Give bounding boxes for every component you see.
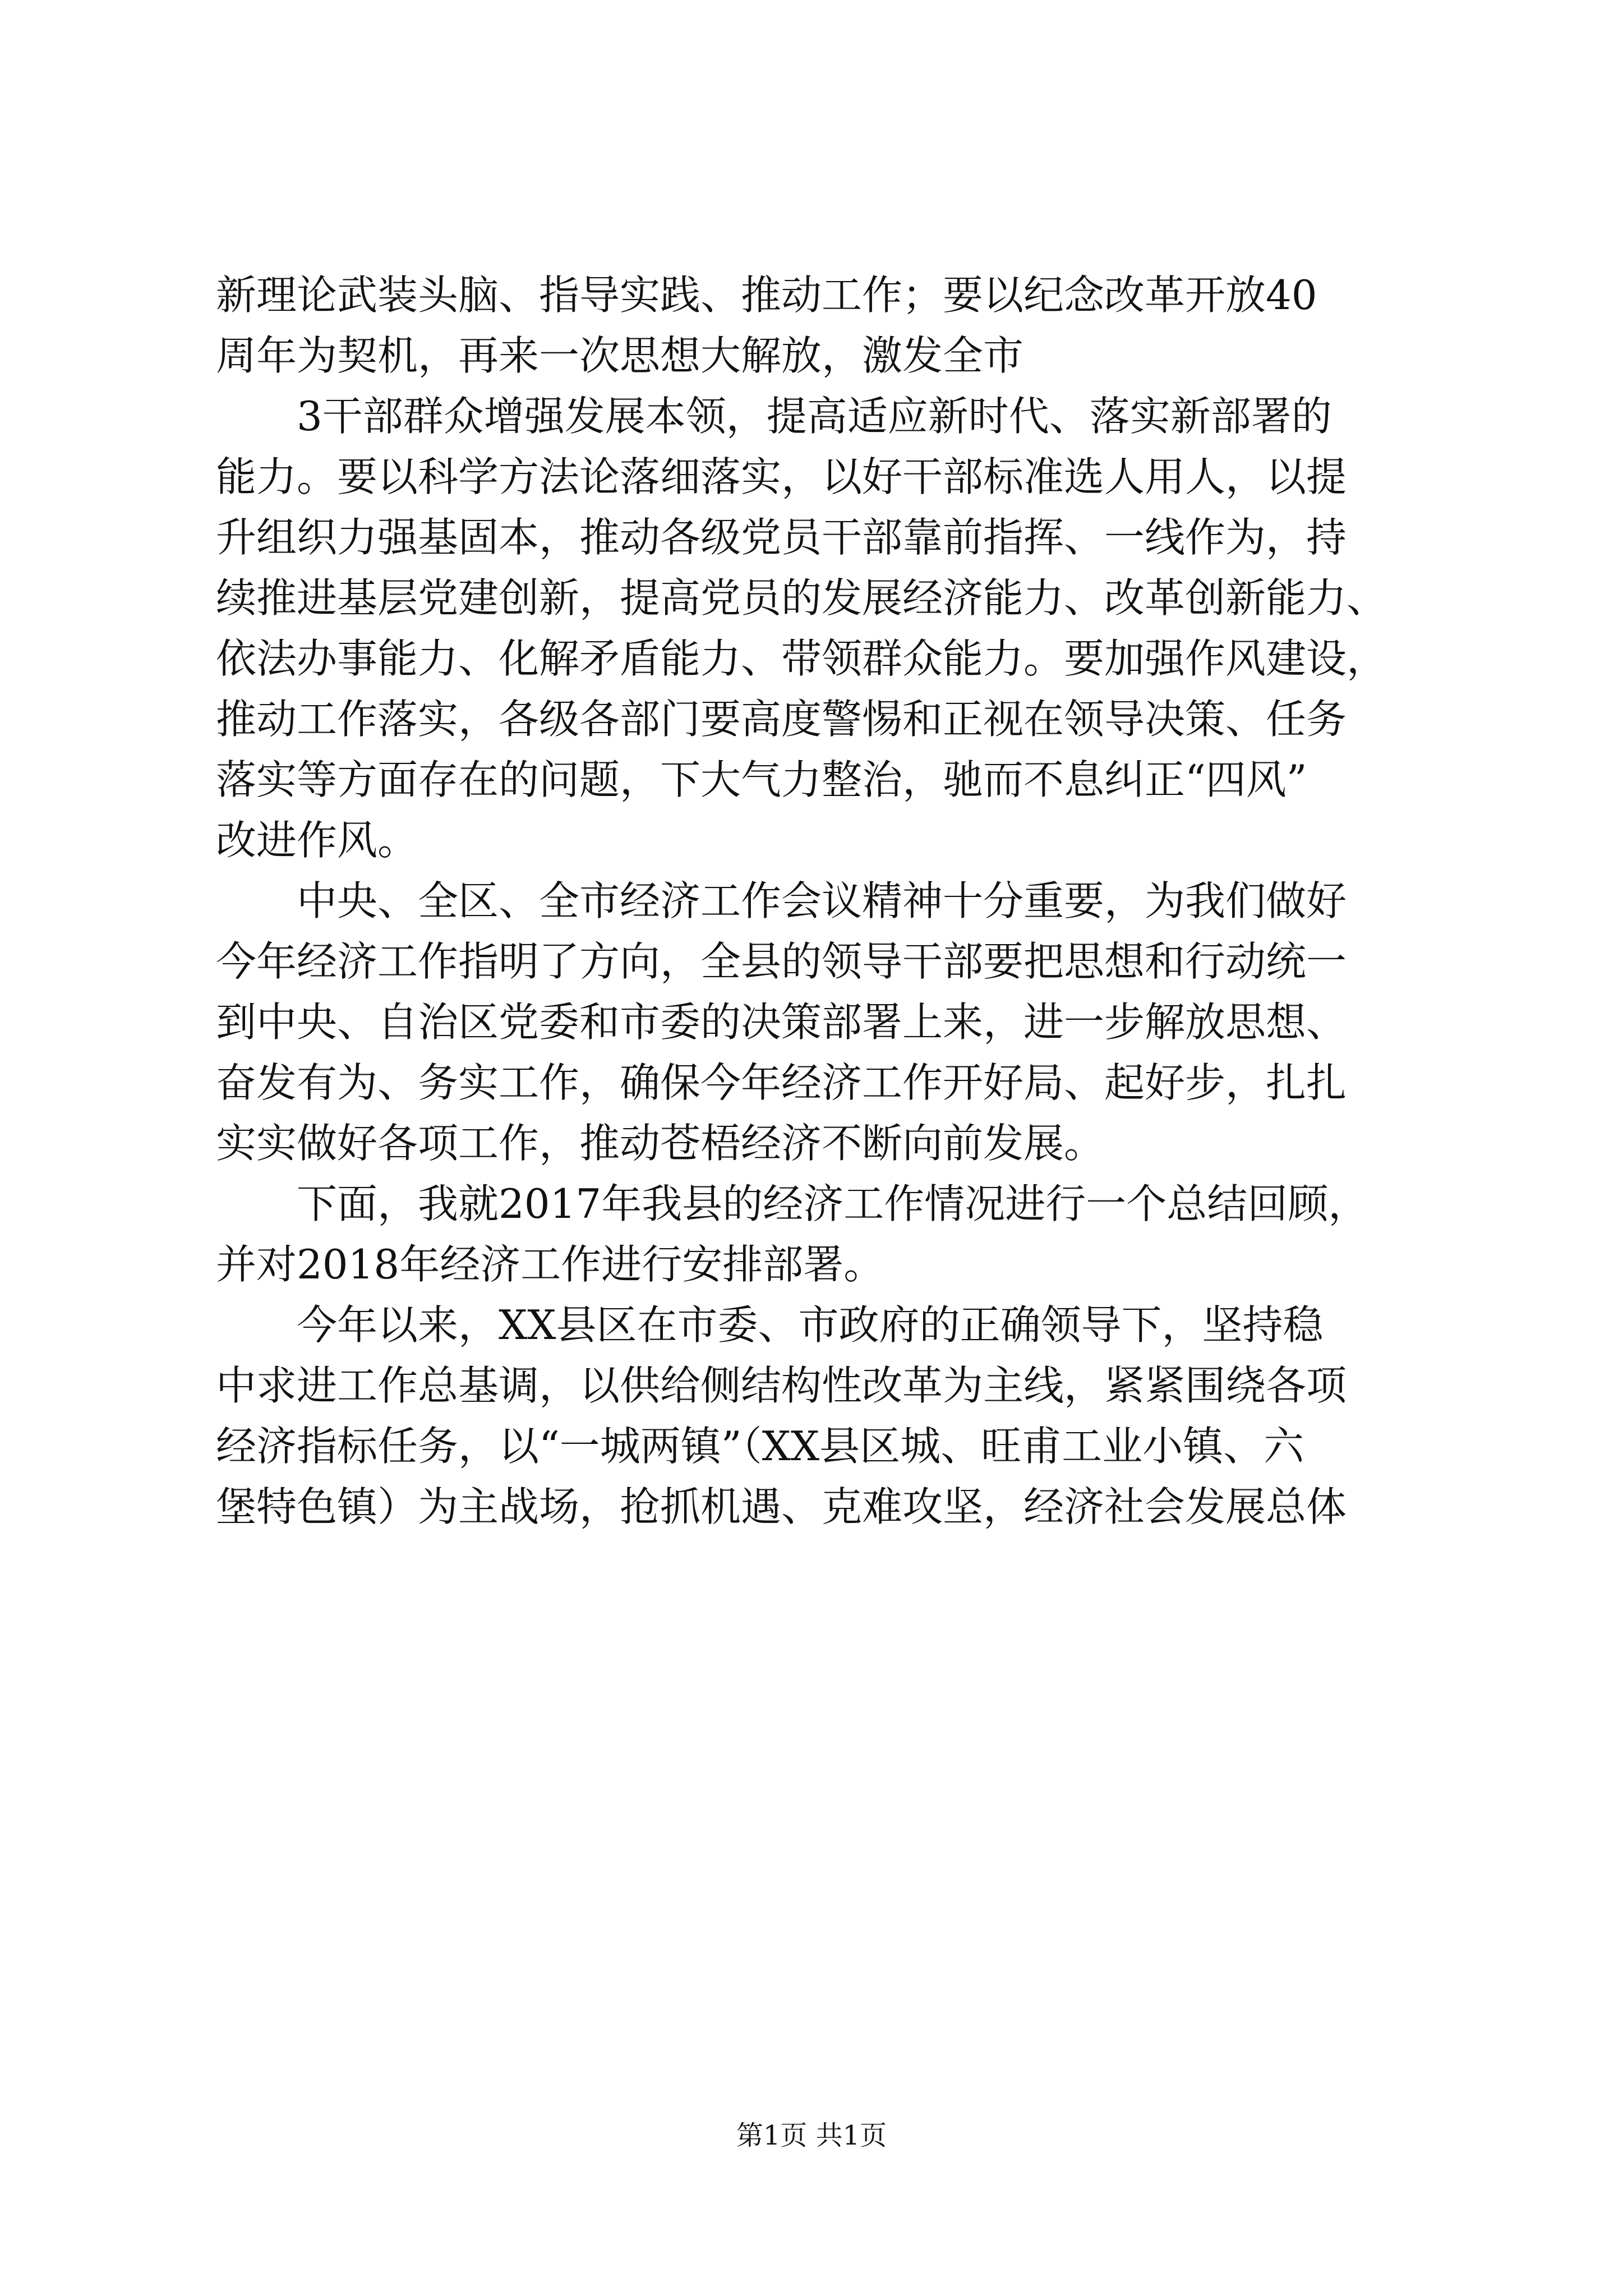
paragraph-5 [216,1295,1427,1537]
paragraph-3 [216,871,1427,1174]
text-line: 新理论武装头脑、指导实践、推动工作；要以纪念改革开放40 [216,272,1317,319]
text-line: 奋发有为、务实工作，确保今年经济工作开好局、起好步，扎扎 [216,1059,1347,1106]
paragraph-4 [216,1174,1427,1295]
document-body [216,265,1427,1537]
text-line: 推动工作落实，各级各部门要高度警惕和正视在领导决策、任务 [216,696,1347,743]
text-line: 下面，我就2017年我县的经济工作情况进行一个总结回顾， [297,1180,1369,1227]
text-line: 今年以来，XX县区在市委、市政府的正确领导下，坚持稳 [297,1301,1324,1349]
text-line: 续推进基层党建创新，提高党员的发展经济能力、改革创新能力、 [216,574,1387,622]
text-line: 中求进工作总基调，以供给侧结构性改革为主线，紧紧围绕各项 [216,1362,1347,1409]
text-line: 改进作风。 [216,817,418,864]
text-line: 今年经济工作指明了方向，全县的领导干部要把思想和行动统一 [216,938,1347,985]
text-line: 能力。要以科学方法论落细落实，以好干部标准选人用人，以提 [216,453,1347,500]
text-line: 堡特色镇）为主战场，抢抓机遇、克难攻坚，经济社会发展总体 [216,1483,1347,1530]
text-line: 实实做好各项工作，推动苍梧经济不断向前发展。 [216,1120,1105,1167]
text-line: 中央、全区、全市经济工作会议精神十分重要，为我们做好 [297,877,1347,924]
text-line: 到中央、自治区党委和市委的决策部署上来，进一步解放思想、 [216,999,1347,1046]
text-line: 依法办事能力、化解矛盾能力、带领群众能力。要加强作风建设， [216,635,1387,682]
text-line: 升组织力强基固本，推动各级党员干部靠前指挥、一线作为，持 [216,514,1347,561]
text-line: 落实等方面存在的问题，下大气力整治，驰而不息纠正“四风” [216,756,1307,803]
text-line: 并对2018年经济工作进行安排部署。 [216,1241,884,1288]
paragraph-2 [216,386,1427,871]
text-line: 经济指标任务，以“一城两镇”（XX县区城、旺甫工业小镇、六 [216,1423,1304,1470]
text-line: 周年为契机，再来一次思想大解放，激发全市 [216,332,1024,379]
text-line: 3干部群众增强发展本领，提高适应新时代、落实新部署的 [297,393,1332,440]
page-number-footer: 第1页 共1页 [736,2120,887,2151]
paragraph-1 [216,265,1427,386]
